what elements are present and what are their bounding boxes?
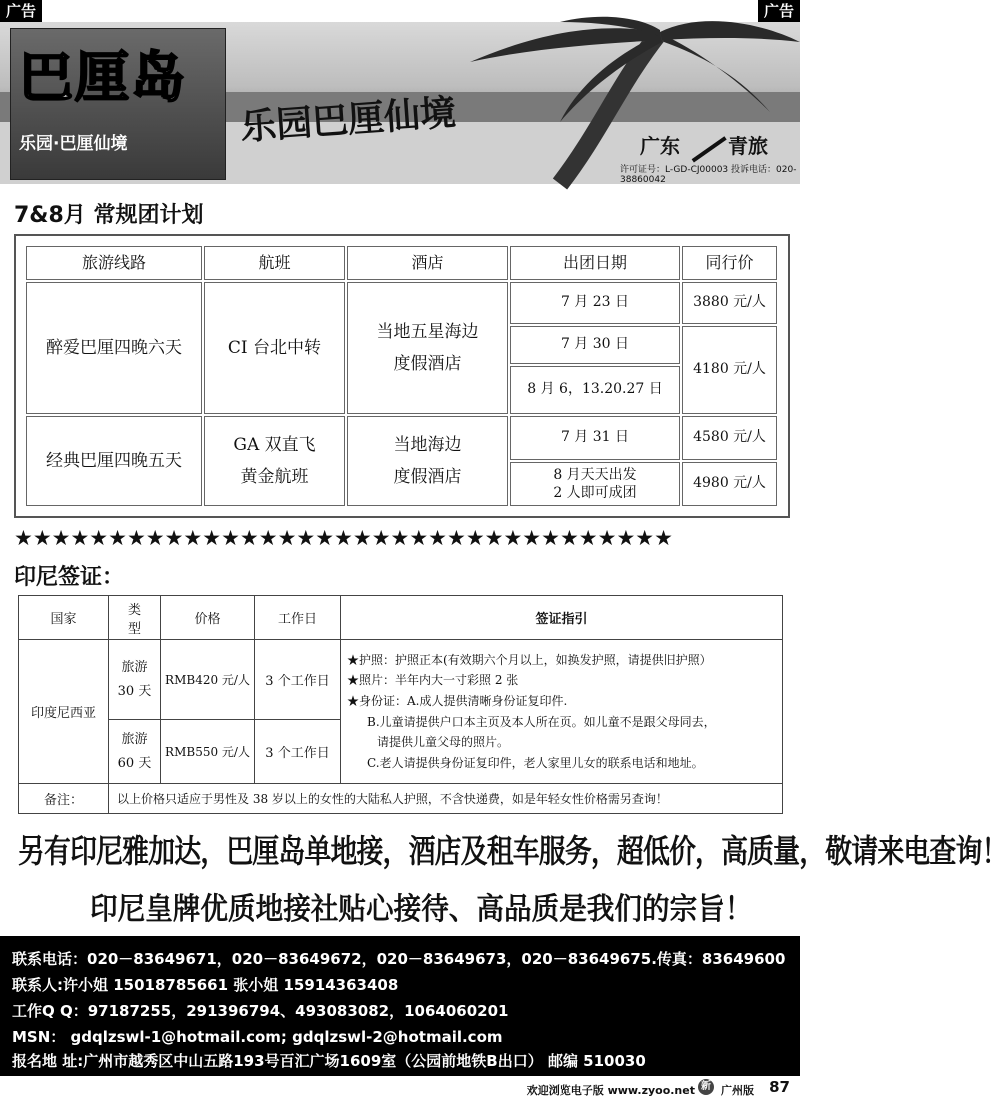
visa-row2-type-line2: 60 天 [117,755,152,771]
visa-header-guide: 签证指引 [341,596,783,640]
banner-slogan: 乐园巴厘仙境 [239,92,458,149]
route1-date1: 7 月 23 日 [510,282,680,324]
tour-header-flight: 航班 [204,246,345,280]
visa-note-text: 以上价格只适应于男性及 38 岁以上的女性的大陆私人护照，不含快递费，如是年轻女性价格需另查询！ [109,784,783,814]
visa-section-title: 印尼签证： [14,565,125,590]
logo [10,28,226,180]
route2-hotel-line2: 度假酒店 [393,467,462,487]
contact-phone: 联系电话：020－83649671，020－83649672，020－83649673，020－83649675.传真：83649600 [12,950,786,968]
visa-header-country: 国家 [19,596,109,640]
contact-address: 报名地 址:广州市越秀区中山五路193号百汇广场1609室（公园前地铁B出口） 邮编 510030 [12,1052,646,1070]
route1-hotel-line1: 当地五星海边 [376,321,479,342]
page-number: 87 [769,1078,790,1096]
logo-text: 巴厘岛 [19,46,187,109]
visa-guide [341,640,783,784]
visa-note-row [19,784,783,814]
route1-name: 醉爱巴厘四晚六天 [26,282,202,414]
route2-hotel [347,416,508,506]
route1-date3: 8 月 6，13.20.27 日 [510,366,680,414]
route1-price2: 4180 元/人 [682,326,777,414]
visa-note-label: 备注： [19,784,109,814]
route2-date2-line2: 2 人即可成团 [553,485,637,501]
footer-site: 欢迎浏览电子版 www.zyoo.net [526,1084,695,1097]
contact-person: 联系人:许小姐 15018785661 张小姐 15914363408 [12,976,399,994]
visa-row2-workdays: 3 个工作日 [255,720,341,784]
visa-header-type [109,596,161,640]
visa-row1-type-line2: 30 天 [117,683,152,699]
ad-label-right: 广告 [758,0,800,22]
route2-price1: 4580 元/人 [682,416,777,460]
ad-label-left: 广告 [0,0,42,22]
route2-price2: 4980 元/人 [682,462,777,506]
visa-header-type-line1: 类 [127,602,141,618]
tour-header-price: 同行价 [682,246,777,280]
tour-header-date: 出团日期 [510,246,680,280]
route1-flight: CI 台北中转 [204,282,345,414]
route2-date2 [510,462,680,506]
visa-guide-child: B.儿童请提供户口本主页及本人所在页。如儿童不是跟父母同去， [367,714,716,729]
banner [0,22,800,184]
star-divider: ★★★★★★★★★★★★★★★★★★★★★★★★★★★★★★★★★★★ [14,526,673,550]
promo-line-motto: 印尼皇牌优质地接社贴心接待、高品质是我们的宗旨！ [90,892,753,927]
visa-guide-passport: ★护照：护照正本(有效期六个月以上，如换发护照，请提供旧护照） [347,652,712,667]
visa-row-30 [19,640,783,720]
visa-row1-workdays: 3 个工作日 [255,640,341,720]
tour-header-route: 旅游线路 [26,246,202,280]
visa-header-workdays: 工作日 [255,596,341,640]
visa-header-type-line2: 型 [127,621,141,637]
contact-qq: 工作Q Q：97187255，291396794、493083082，1064060201 [12,1002,509,1020]
contact-msn: MSN： gdqlzswl-1@hotmail.com; gdqlzswl-2@hotmail.com [12,1028,503,1046]
route1-hotel-line2: 度假酒店 [393,354,462,374]
visa-country: 印度尼西亚 [19,640,109,784]
footer-edition: 广州版 [721,1084,754,1097]
visa-guide-id-adult: ★身份证：A.成人提供清晰身份证复印件. [347,693,568,708]
visa-guide-child-photo: 请提供儿童父母的照片。 [377,735,510,750]
footer-badge-icon: 新 [698,1079,714,1095]
visa-row2-type [109,720,161,784]
route1-hotel [347,282,508,414]
tour-header-hotel: 酒店 [347,246,508,280]
tour-section-title: 7&8月 常规团计划 [14,203,204,228]
visa-guide-photo: ★照片：半年内大一寸彩照 2 张 [347,673,519,688]
tour-table [14,234,790,518]
visa-header-row [19,596,783,640]
route2-date2-line1: 8 月天天出发 [553,466,637,483]
license-info: 许可证号：L-GD-CJ00003 投诉电话：020-38860042 [620,165,797,185]
visa-header-price: 价格 [161,596,255,640]
page-footer [0,1076,800,1100]
route1-date2: 7 月 30 日 [510,326,680,364]
route2-name: 经典巴厘四晚五天 [26,416,202,506]
route2-hotel-line1: 当地海边 [393,434,462,455]
route2-flight-line2: 黄金航班 [240,467,309,487]
route1-price1: 3880 元/人 [682,282,777,324]
route2-flight [204,416,345,506]
brand-right: 青旅 [728,134,768,158]
brand-left: 广东 [640,134,680,158]
visa-row2-price: RMB550 元/人 [161,720,255,784]
logo-subtitle: 乐园·巴厘仙境 [19,134,128,154]
contact-block [0,936,800,1076]
visa-row2-type-line1: 旅游 [121,732,148,748]
visa-row1-type [109,640,161,720]
visa-row1-price: RMB420 元/人 [161,640,255,720]
visa-row1-type-line1: 旅游 [121,660,148,676]
visa-table [18,595,783,814]
brand-name [640,130,768,159]
route2-flight-line1: GA 双直飞 [233,434,316,455]
route2-date1: 7 月 31 日 [510,416,680,460]
promo-line-services: 另有印尼雅加达，巴厘岛单地接，酒店及租车服务，超低价，高质量，敬请来电查询！ [18,832,1008,870]
visa-guide-elderly: C.老人请提供身份证复印件，老人家里儿女的联系电话和地址。 [367,755,704,770]
